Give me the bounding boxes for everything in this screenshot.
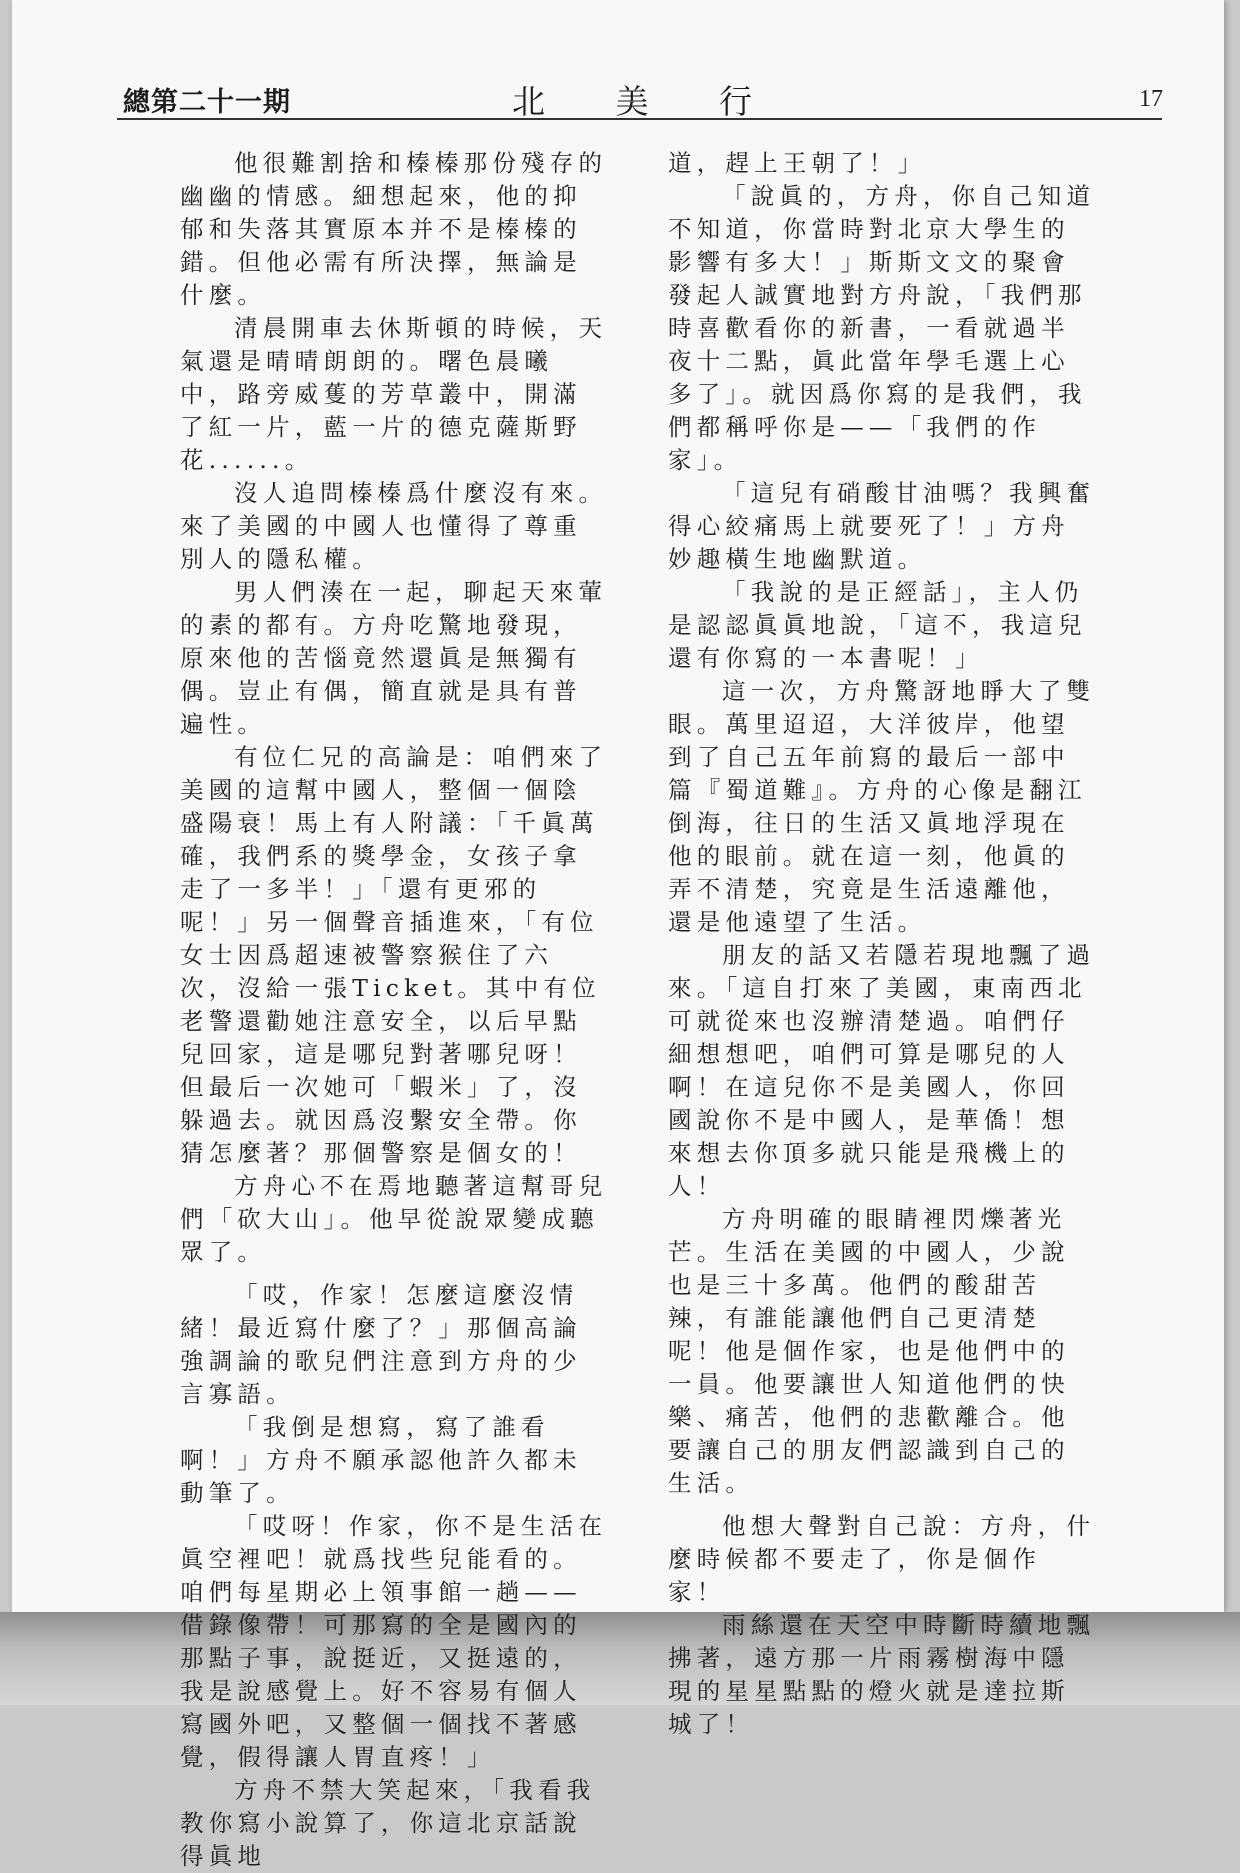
- right-column: [668, 147, 1096, 1741]
- paragraph: 這一次，方舟驚訝地睜大了雙眼。萬里迢迢，大洋彼岸，他望到了自己五年前寫的最后一部中篇『蜀道難』。方舟的心像是翻江倒海，往日的生活又眞地浮現在他的眼前。就在這一刻，他眞的弄不清楚，究竟是生活遠離他，還是他遠望了生活。: [668, 677, 1096, 936]
- paragraph: 「哎呀！作家，你不是生活在眞空裡吧！就爲找些兒能看的。咱們每星期必上領事館一趟——借錄像帶！可那寫的全是國內的那點子事，說挺近，又挺遠的，我是說感覺上。好不容易有個人寫國外吧，又整個一個找不著感覺，假得讓人胃直疼！」: [180, 1512, 608, 1771]
- paragraph: 清晨開車去休斯頓的時候，天氣還是晴晴朗朗的。曙色晨曦中，路旁威蒦的芳草叢中，開滿了紅一片，藍一片的德克薩斯野花......。: [180, 314, 608, 474]
- paragraph: 「哎，作家！怎麼這麼沒情緒！最近寫什麼了？」那個高論強調論的歌兒們注意到方舟的少言寡語。: [180, 1281, 582, 1408]
- issue-number: 總第二十一期: [123, 87, 291, 118]
- paragraph: 朋友的話又若隱若現地飄了過來。「這自打來了美國，東南西北可就從來也沒辦清楚過。咱們仔細想想吧，咱們可算是哪兒的人啊！在這兒你不是美國人，你回國說你不是中國人，是華僑！想來想去你頂多就只能是飛機上的人！: [668, 941, 1096, 1200]
- paragraph: 方舟不禁大笑起來，「我看我教你寫小說算了，你這北京話說得眞地: [180, 1776, 596, 1870]
- page-number: 17: [1139, 86, 1163, 112]
- magazine-title: 北 美 行: [512, 82, 782, 121]
- paragraph: 「說眞的，方舟，你自己知道不知道，你當時對北京大學生的影響有多大！」斯斯文文的聚會發起人誠實地對方舟說，「我們那時喜歡看你的新書，一看就過半夜十二點，眞此當年學毛選上心多了」。就因爲你寫的是我們，我們都稱呼你是——「我們的作家」。: [668, 182, 1096, 474]
- paragraph: 男人們湊在一起，聊起天來葷的素的都有。方舟吃驚地發現，原來他的苦惱竟然還眞是無獨有偶。豈止有偶，簡直就是具有普遍性。: [180, 578, 608, 738]
- paragraph: 「這兒有硝酸甘油嗎？我興奮得心絞痛馬上就要死了！」方舟妙趣橫生地幽默道。: [668, 479, 1096, 573]
- paragraph: 沒人追問榛榛爲什麼沒有來。來了美國的中國人也懂得了尊重別人的隱私權。: [180, 479, 608, 573]
- paragraph: 「我說的是正經話」，主人仍是認認眞眞地說，「這不，我這兒還有你寫的一本書呢！」: [668, 578, 1087, 672]
- paragraph: 方舟明確的眼睛裡閃爍著光芒。生活在美國的中國人，少說也是三十多萬。他們的酸甜苦辣，有誰能讓他們自己更清楚呢！他是個作家，也是他們中的一員。他要讓世人知道他們的快樂、痛苦，他們的悲歡離合。他要讓自己的朋友們認識到自己的生活。: [668, 1205, 1070, 1497]
- header-rule: [117, 118, 1162, 120]
- paragraph: 他想大聲對自己說：方舟，什麼時候都不要走了，你是個作家！: [668, 1512, 1096, 1606]
- paragraph: 他很難割捨和榛榛那份殘存的幽幽的情感。細想起來，他的抑郁和失落其實原本并不是榛榛的錯。但他必需有所決擇，無論是什麼。: [180, 149, 608, 309]
- paragraph: 方舟心不在焉地聽著這幫哥兒們「砍大山」。他早從說眾變成聽眾了。: [180, 1172, 608, 1266]
- paragraph: 「我倒是想寫，寫了誰看啊！」方舟不願承認他許久都未動筆了。: [180, 1413, 582, 1507]
- paragraph: 雨絲還在天空中時斷時續地飄拂著，遠方那一片雨霧樹海中隱現的星星點點的燈火就是達拉斯城了！: [668, 1611, 1096, 1738]
- page-header: [115, 78, 1163, 121]
- paragraph: 有位仁兄的高論是：咱們來了美國的這幫中國人，整個一個陰盛陽衰！馬上有人附議：「千眞萬確，我們系的獎學金，女孩子拿走了一多半！」「還有更邪的呢！」另一個聲音插進來，「有位女士因爲超速被警察猴住了六次，沒給一張Ticket。其中有位老警還勸她注意安全，以后早點兒回家，這是哪兒對著哪兒呀！但最后一次她可「蝦米」了，沒躲過去。就因爲沒繫安全帶。你猜怎麼著？那個警察是個女的！: [180, 743, 608, 1167]
- paragraph-continuation: 道，趕上王朝了！」: [668, 149, 927, 177]
- left-column: [180, 147, 608, 1873]
